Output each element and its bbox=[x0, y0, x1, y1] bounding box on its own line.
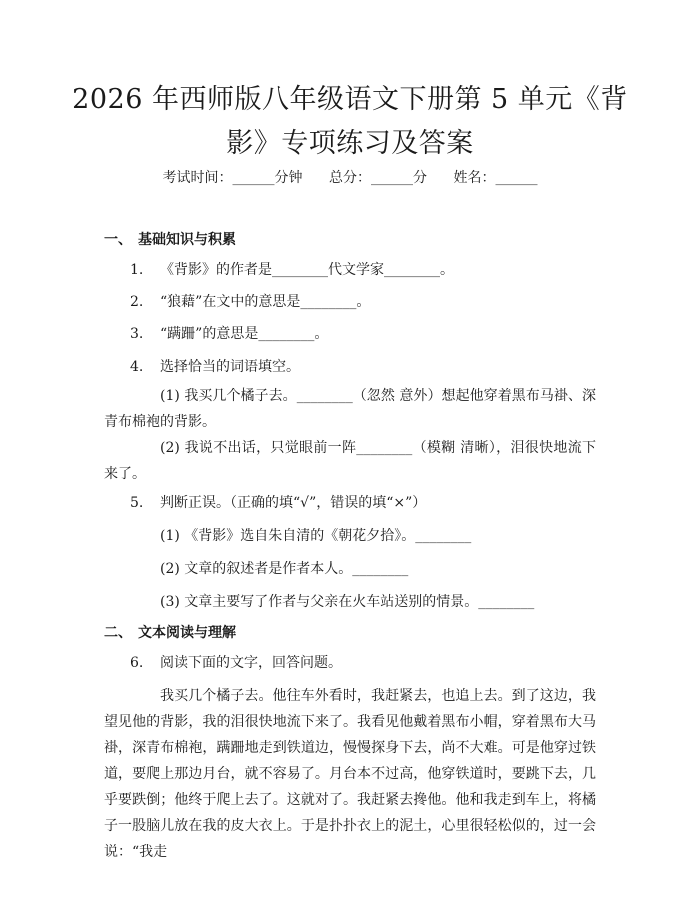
question-5 bbox=[130, 492, 426, 514]
exam-info bbox=[0, 166, 700, 190]
question-text: “蹒跚”的意思是________。 bbox=[160, 326, 329, 342]
exam-name: 姓名：______ bbox=[453, 170, 538, 186]
question-1 bbox=[130, 259, 454, 281]
exam-score: 总分：______分 bbox=[329, 170, 427, 186]
question-number: 6. bbox=[130, 655, 144, 671]
question-number: 3. bbox=[130, 326, 144, 342]
question-4-sub-1: (1) 我买几个橘子去。________（忽然 意外）想起他穿着黑布马褂、深青布棉袍的背影。 bbox=[104, 388, 596, 430]
section-number: 二、 bbox=[104, 625, 132, 641]
question-number: 2. bbox=[130, 294, 144, 310]
question-text: 判断正误。（正确的填“√”，错误的填“×”） bbox=[160, 495, 427, 511]
question-5-sub-1: (1) 《背影》选自朱自清的《朝花夕拾》。________ bbox=[160, 528, 472, 544]
question-number: 4. bbox=[130, 359, 144, 375]
section-label: 基础知识与积累 bbox=[138, 232, 236, 248]
question-number: 1. bbox=[130, 262, 144, 278]
question-number: 5. bbox=[130, 495, 144, 511]
question-5-sub-2: (2) 文章的叙述者是作者本人。________ bbox=[160, 561, 409, 577]
question-6 bbox=[130, 652, 342, 674]
section-heading-1 bbox=[104, 229, 236, 251]
section-label: 文本阅读与理解 bbox=[138, 625, 236, 641]
section-heading-2 bbox=[104, 622, 236, 644]
document-title bbox=[70, 78, 630, 166]
question-text: 选择恰当的词语填空。 bbox=[160, 359, 300, 375]
section-number: 一、 bbox=[104, 232, 132, 248]
question-5-sub-3: (3) 文章主要写了作者与父亲在火车站送别的情景。________ bbox=[160, 594, 535, 610]
question-4-sub-2: (2) 我说不出话，只觉眼前一阵________（模糊 清晰），泪很快地流下来了。 bbox=[104, 440, 596, 482]
question-4 bbox=[130, 356, 300, 378]
question-3 bbox=[130, 323, 328, 345]
reading-passage: 我买几个橘子去。他往车外看时，我赶紧去，也追上去。到了这边，我望见他的背影，我的泪很快地流下来了。我看见他戴着黑布小帽，穿着黑布大马褂，深青布棉袍，蹒跚地走到铁道边，慢慢探身下去，尚不大难。可是他穿过铁道，要爬上那边月台，就不容易了。月台本不过高，他穿铁道时，要跳下去，几乎要跌倒；他终于爬上去了。这就对了。我赶紧去搀他。他和我走到车上，将橘子一股脑儿放在我的皮大衣上。于是扑扑衣上的泥土，心里很轻松似的，过一会说：“我走 bbox=[104, 688, 596, 860]
question-2 bbox=[130, 291, 370, 313]
title-line-2: 影》专项练习及答案 bbox=[226, 128, 474, 159]
question-text: “狼藉”在文中的意思是________。 bbox=[160, 294, 371, 310]
question-text: 《背影》的作者是________代文学家________。 bbox=[160, 262, 454, 278]
exam-time: 考试时间：______分钟 bbox=[162, 170, 303, 186]
title-line-1: 2026 年西师版八年级语文下册第 5 单元《背 bbox=[72, 84, 628, 115]
question-text: 阅读下面的文字，回答问题。 bbox=[160, 655, 342, 671]
